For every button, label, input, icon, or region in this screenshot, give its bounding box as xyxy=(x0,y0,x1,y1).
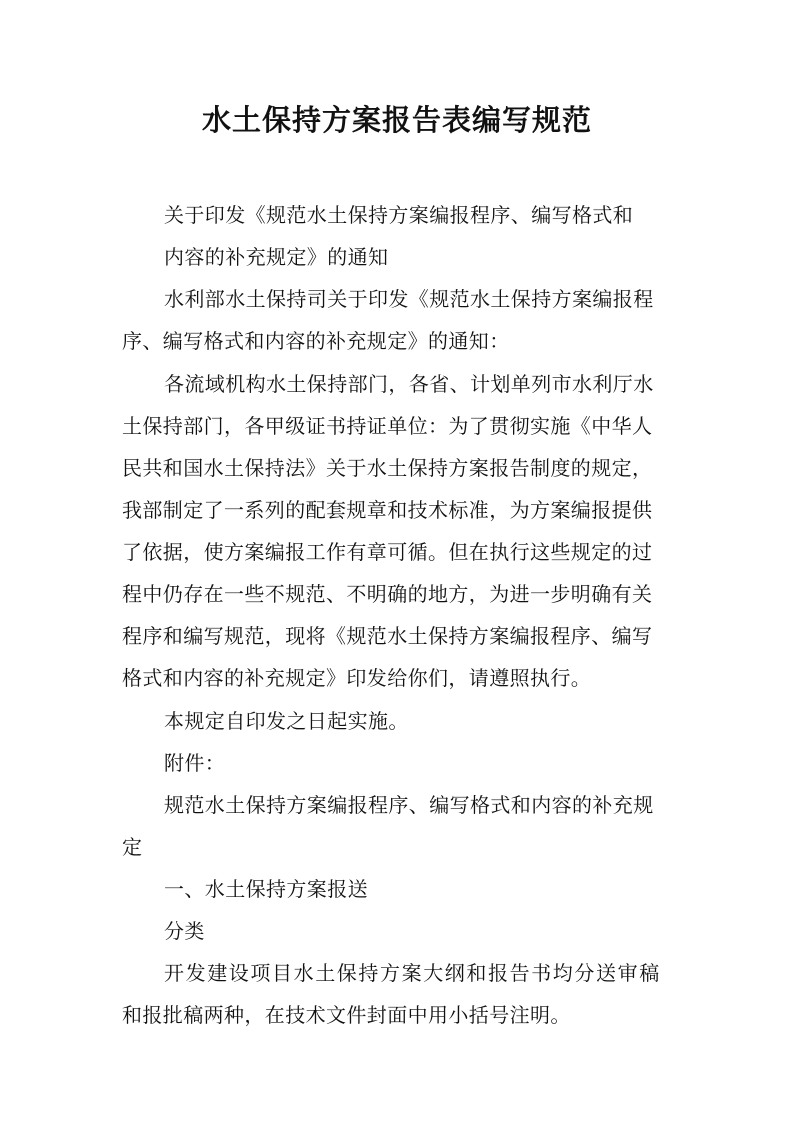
paragraph-line: 水利部水土保持司关于印发《规范水土保持方案编报程 xyxy=(164,287,654,311)
paragraph-line: 程中仍存在一些不规范、不明确的地方，为进一步明确有关 xyxy=(122,582,653,606)
subsection-heading: 分类 xyxy=(164,919,205,943)
paragraph-line: 民共和国水土保持法》关于水土保持方案报告制度的规定， xyxy=(122,456,653,480)
paragraph-line: 我部制定了一系列的配套规章和技术标准，为方案编报提供 xyxy=(122,498,653,522)
paragraph-line: 和报批稿两种，在技术文件封面中用小括号注明。 xyxy=(122,1003,571,1027)
document-title: 水土保持方案报告表编写规范 xyxy=(201,103,592,137)
paragraph-line: 规范水土保持方案编报程序、编写格式和内容的补充规 xyxy=(164,793,654,817)
paragraph-line: 序、编写格式和内容的补充规定》的通知： xyxy=(122,329,510,353)
paragraph-line: 开发建设项目水土保持方案大纲和报告书均分送审稿 xyxy=(164,961,661,985)
paragraph-line: 了依据，使方案编报工作有章可循。但在执行这些规定的过 xyxy=(122,540,653,564)
section-heading: 一、水土保持方案报送 xyxy=(164,877,368,901)
notice-title-line: 关于印发《规范水土保持方案编报程序、编写格式和 xyxy=(164,203,634,227)
paragraph-line: 本规定自印发之日起实施。 xyxy=(164,709,409,733)
attachment-label: 附件： xyxy=(164,751,226,775)
paragraph-line: 各流域机构水土保持部门，各省、计划单列市水利厅水 xyxy=(164,372,654,396)
paragraph-line: 定 xyxy=(122,835,143,859)
notice-title-line: 内容的补充规定》的通知 xyxy=(164,245,389,269)
paragraph-line: 程序和编写规范，现将《规范水土保持方案编报程序、编写 xyxy=(122,624,653,648)
paragraph-line: 土保持部门，各甲级证书持证单位：为了贯彻实施《中华人 xyxy=(122,414,653,438)
paragraph-line: 格式和内容的补充规定》印发给你们，请遵照执行。 xyxy=(122,666,592,690)
